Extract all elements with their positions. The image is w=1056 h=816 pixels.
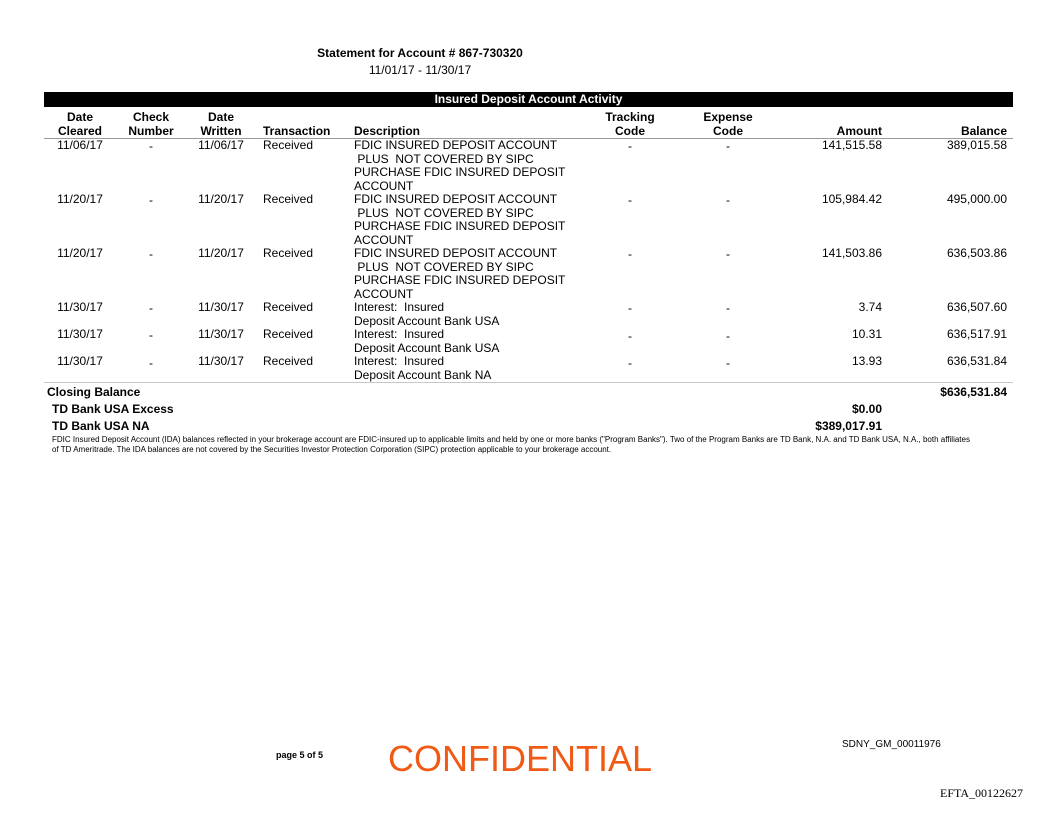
cell-amount: 141,503.86: [821, 246, 882, 260]
header-date-cleared: [55, 110, 105, 138]
header-date-written-line2: Written: [200, 124, 242, 138]
cell-expense-code: -: [726, 193, 730, 207]
cell-transaction: Received: [263, 246, 314, 260]
cell-description: Interest: Insured Deposit Account Bank NA: [354, 354, 492, 382]
cell-date-written: 11/30/17: [198, 354, 244, 368]
cell-date-cleared: 11/30/17: [57, 300, 103, 314]
cell-date-written: 11/20/17: [198, 246, 244, 260]
td-bank-usa-excess-value: $0.00: [851, 402, 882, 416]
cell-transaction: Received: [263, 354, 314, 368]
cell-check-number: -: [149, 247, 153, 261]
cell-transaction: Received: [263, 192, 314, 206]
header-expense-code-line2: Code: [713, 124, 743, 138]
cell-description: Interest: Insured Deposit Account Bank USA: [354, 327, 500, 355]
document-id: SDNY_GM_00011976: [842, 739, 941, 750]
header-expense-code: [698, 110, 758, 138]
cell-expense-code: -: [726, 247, 730, 261]
cell-expense-code: -: [726, 301, 730, 315]
cell-tracking-code: -: [628, 247, 632, 261]
cell-balance: 495,000.00: [946, 192, 1007, 206]
cell-tracking-code: -: [628, 356, 632, 370]
header-expense-code-line1: Expense: [703, 110, 753, 124]
cell-check-number: -: [149, 139, 153, 153]
closing-balance-label: Closing Balance: [47, 385, 141, 399]
cell-transaction: Received: [263, 138, 314, 152]
cell-expense-code: -: [726, 356, 730, 370]
confidential-stamp: CONFIDENTIAL: [388, 738, 653, 779]
cell-transaction: Received: [263, 300, 314, 314]
cell-tracking-code: -: [628, 193, 632, 207]
header-balance: Balance: [960, 124, 1007, 138]
cell-balance: 636,517.91: [946, 327, 1007, 341]
cell-balance: 636,531.84: [946, 354, 1007, 368]
cell-check-number: -: [149, 328, 153, 342]
page-number: page 5 of 5: [276, 750, 324, 760]
header-check-number-line1: Check: [132, 110, 170, 124]
cell-check-number: -: [149, 193, 153, 207]
header-date-cleared-line2: Cleared: [57, 124, 103, 138]
cell-amount: 13.93: [851, 354, 882, 368]
table-end-divider: [44, 382, 1013, 383]
cell-date-written: 11/06/17: [198, 138, 244, 152]
statement-period: 11/01/17 - 11/30/17: [368, 63, 472, 77]
header-tracking-code-line2: Code: [615, 124, 645, 138]
header-amount: Amount: [836, 124, 882, 138]
cell-balance: 636,507.60: [946, 300, 1007, 314]
cell-balance: 636,503.86: [946, 246, 1007, 260]
cell-tracking-code: -: [628, 301, 632, 315]
cell-transaction: Received: [263, 327, 314, 341]
cell-expense-code: -: [726, 329, 730, 343]
cell-amount: 105,984.42: [821, 192, 882, 206]
header-transaction: Transaction: [263, 124, 331, 138]
header-check-number-line2: Number: [128, 124, 174, 138]
header-check-number: [124, 110, 178, 138]
td-bank-usa-na-label: TD Bank USA NA: [52, 419, 150, 433]
cell-date-written: 11/30/17: [198, 327, 244, 341]
cell-expense-code: -: [726, 139, 730, 153]
cell-check-number: -: [149, 301, 153, 315]
cell-description: FDIC INSURED DEPOSIT ACCOUNT PLUS NOT COVERED BY SIPC PURCHASE FDIC INSURED DEPOSIT ACCOUNT: [354, 246, 566, 301]
cell-tracking-code: -: [628, 139, 632, 153]
cell-description: FDIC INSURED DEPOSIT ACCOUNT PLUS NOT COVERED BY SIPC PURCHASE FDIC INSURED DEPOSIT ACCOUNT: [354, 138, 566, 193]
cell-amount: 141,515.58: [821, 138, 882, 152]
cell-date-written: 11/20/17: [198, 192, 244, 206]
header-date-written: [196, 110, 246, 138]
cell-balance: 389,015.58: [946, 138, 1007, 152]
fdic-disclosure-note: FDIC Insured Deposit Account (IDA) balances reflected in your brokerage account are FDIC-insured up to applicable limits and held by one or more banks ("Program Banks"). Two of the Program Banks are TD Bank, N.A. and TD Bank USA, N.A., both affiliates of TD Ameritrade. The IDA balances are not covered by the Securities Investor Protection Corporation (SIPC) protection applicable to your brokerage account.: [52, 435, 970, 454]
cell-amount: 10.31: [851, 327, 882, 341]
header-date-written-line1: Date: [207, 110, 234, 124]
cell-description: Interest: Insured Deposit Account Bank USA: [354, 300, 500, 328]
header-description: Description: [354, 124, 421, 138]
cell-date-cleared: 11/30/17: [57, 327, 103, 341]
cell-date-written: 11/30/17: [198, 300, 244, 314]
header-tracking-code: [600, 110, 660, 138]
header-tracking-code-line1: Tracking: [605, 110, 655, 124]
cell-date-cleared: 11/20/17: [57, 246, 103, 260]
statement-title: Statement for Account # 867-730320: [317, 46, 523, 60]
cell-description: FDIC INSURED DEPOSIT ACCOUNT PLUS NOT COVERED BY SIPC PURCHASE FDIC INSURED DEPOSIT ACCOUNT: [354, 192, 566, 247]
section-banner: Insured Deposit Account Activity: [44, 92, 1013, 107]
header-date-cleared-line1: Date: [66, 110, 93, 124]
cell-tracking-code: -: [628, 329, 632, 343]
cell-amount: 3.74: [858, 300, 882, 314]
cell-date-cleared: 11/06/17: [57, 138, 103, 152]
cell-check-number: -: [149, 356, 153, 370]
td-bank-usa-na-value: $389,017.91: [815, 419, 882, 433]
cell-date-cleared: 11/30/17: [57, 354, 103, 368]
td-bank-usa-excess-label: TD Bank USA Excess: [52, 402, 174, 416]
efta-number: EFTA_00122627: [940, 786, 1024, 800]
cell-date-cleared: 11/20/17: [57, 192, 103, 206]
closing-balance-value: $636,531.84: [940, 385, 1007, 399]
